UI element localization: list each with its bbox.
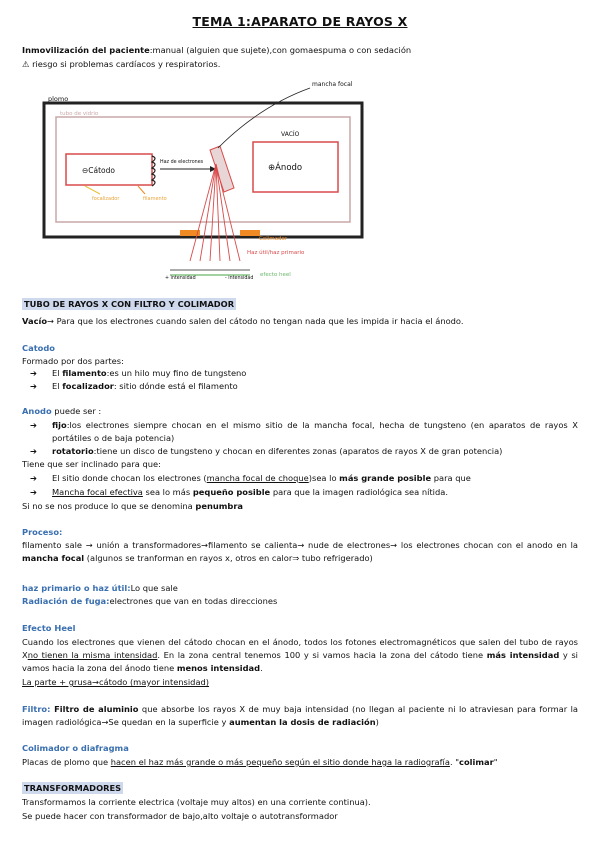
haz-util-label: Haz útil/haz primario [247, 250, 305, 256]
transf-line-1: Transformamos la corriente electrica (voltaje muy altos) en una corriente continua). [22, 797, 371, 807]
efecto-heel-label: efecto heel [260, 272, 291, 278]
tubo-heading: TUBO DE RAYOS X CON FILTRO Y COLIMADOR [24, 299, 235, 309]
transformadores-heading: TRANSFORMADORES [24, 783, 122, 793]
radiacion-fuga-line: Radiación de fuga:electrones que van en todas direcciones [22, 596, 278, 606]
page-title: TEMA 1:APARATO DE RAYOS X [192, 14, 408, 29]
anodo-bullet-fijo: fijo:los electrones siempre chocan en el mismo sitio de la mancha focal, hecha de tungsteno (en aparatos de rayos X portátiles o de baja potencia) [52, 420, 578, 443]
haz-electrones-label: Haz de electrones [160, 160, 204, 165]
heel-heading: Efecto Heel [22, 623, 76, 633]
vacio-line: Vacío→ Para que los electrones cuando salen del cátodo no tengan nada que les impida ir hacia el ánodo. [22, 316, 464, 326]
mancha-focal-label: mancha focal [312, 81, 353, 88]
catodo-label: ⊖Cátodo [82, 166, 115, 175]
colimador-heading: Colimador o diafragma [22, 743, 129, 753]
inmov-bold: Inmovilización del paciente [22, 45, 150, 55]
xray-beam [190, 164, 240, 261]
anodo-label: ⊕Ánodo [268, 163, 303, 173]
riesgo-line: ⚠ riesgo si problemas cardíacos y respiratorios. [22, 59, 221, 69]
intensidad-alta-label: + intensidad [165, 276, 196, 281]
inclinado-bullet-2: Mancha focal efectiva sea lo más pequeño posible para que la imagen radiológica sea nítida. [52, 487, 448, 497]
catodo-heading: Catodo [22, 343, 55, 353]
colimador-label: Colimador [259, 236, 288, 242]
haz-primario-line: haz primario o haz útil:Lo que sale [22, 583, 178, 593]
catodo-intro: Formado por dos partes: [22, 356, 124, 366]
bullet-arrow-icon: ➔ [30, 487, 37, 497]
bullet-arrow-icon: ➔ [30, 368, 37, 378]
bullet-arrow-icon: ➔ [30, 446, 37, 456]
filtro-text: Filtro: Filtro de aluminio que absorbe los rayos X de muy baja intensidad (no llegan al paciente ni lo atraviesan para formar la imagen radiológica→Se quedan en la superficie y aumentan la dosis de radiación) [22, 704, 579, 727]
catodo-bullet-1: El filamento:es un hilo muy fino de tungsteno [52, 368, 247, 378]
catodo-bullet-2: El focalizador: sitio dónde está el filamento [52, 381, 238, 391]
transf-line-2: Se puede hacer con transformador de bajo,alto voltaje o autotransformador [22, 811, 338, 821]
colimador-line: Placas de plomo que hacen el haz más grande o más pequeño según el sitio donde haga la radiografía. "colimar" [22, 757, 498, 767]
bullet-arrow-icon: ➔ [30, 381, 37, 391]
inclinado-line: Tiene que ser inclinado para que: [22, 459, 161, 469]
heel-last-line: La parte + grusa→cátodo (mayor intensidad) [22, 677, 210, 687]
vacio-label: VACÍO [281, 131, 300, 138]
focalizador-label: focalizador [92, 196, 120, 202]
xray-tube-diagram [40, 76, 400, 290]
proceso-text: filamento sale → unión a transformadores→filamento se calienta→ nude de electrones→ los electrones chocan con el anodo en la mancha focal (algunos se tranforman en rayos x, otros en calor⇒ tubo refrigerado) [22, 540, 578, 563]
bullet-arrow-icon: ➔ [30, 420, 37, 430]
heel-text: Cuando los electrones que vienen del cátodo chocan en el ánodo, todos los fotones electromagnéticos que salen del tubo de rayos Xno tienen la misma intensidad. En la zona central tenemos 100 y si vamos hacia la zona del cátodo tiene más intensidad y si vamos hacia la zona del ánodo tiene menos intensidad. [22, 637, 578, 673]
collimator-right [240, 230, 260, 236]
inmovilizacion-line [22, 45, 411, 56]
bullet-arrow-icon: ➔ [30, 473, 37, 483]
inmov-text: :manual (alguien que sujete),con gomaespuma o con sedación [149, 45, 412, 55]
anodo-bullet-rotatorio: rotatorio:tiene un disco de tungsteno y chocan en diferentes zonas (aparatos de rayos X de gran potencia) [52, 446, 503, 456]
tubo-vidrio-label: tubo de vidrio [60, 111, 99, 117]
anodo-heading: Anodo puede ser : [22, 406, 102, 416]
plomo-label: plomo [48, 95, 69, 103]
proceso-heading: Proceso: [22, 527, 63, 537]
intensidad-baja-label: - intensidad [225, 276, 254, 281]
penumbra-line: Si no se nos produce lo que se denomina penumbra [22, 501, 244, 511]
filamento-label: filamento [143, 196, 167, 202]
inclinado-bullet-1: El sitio donde chocan los electrones (mancha focal de choque)sea lo más grande posible para que [52, 473, 471, 483]
